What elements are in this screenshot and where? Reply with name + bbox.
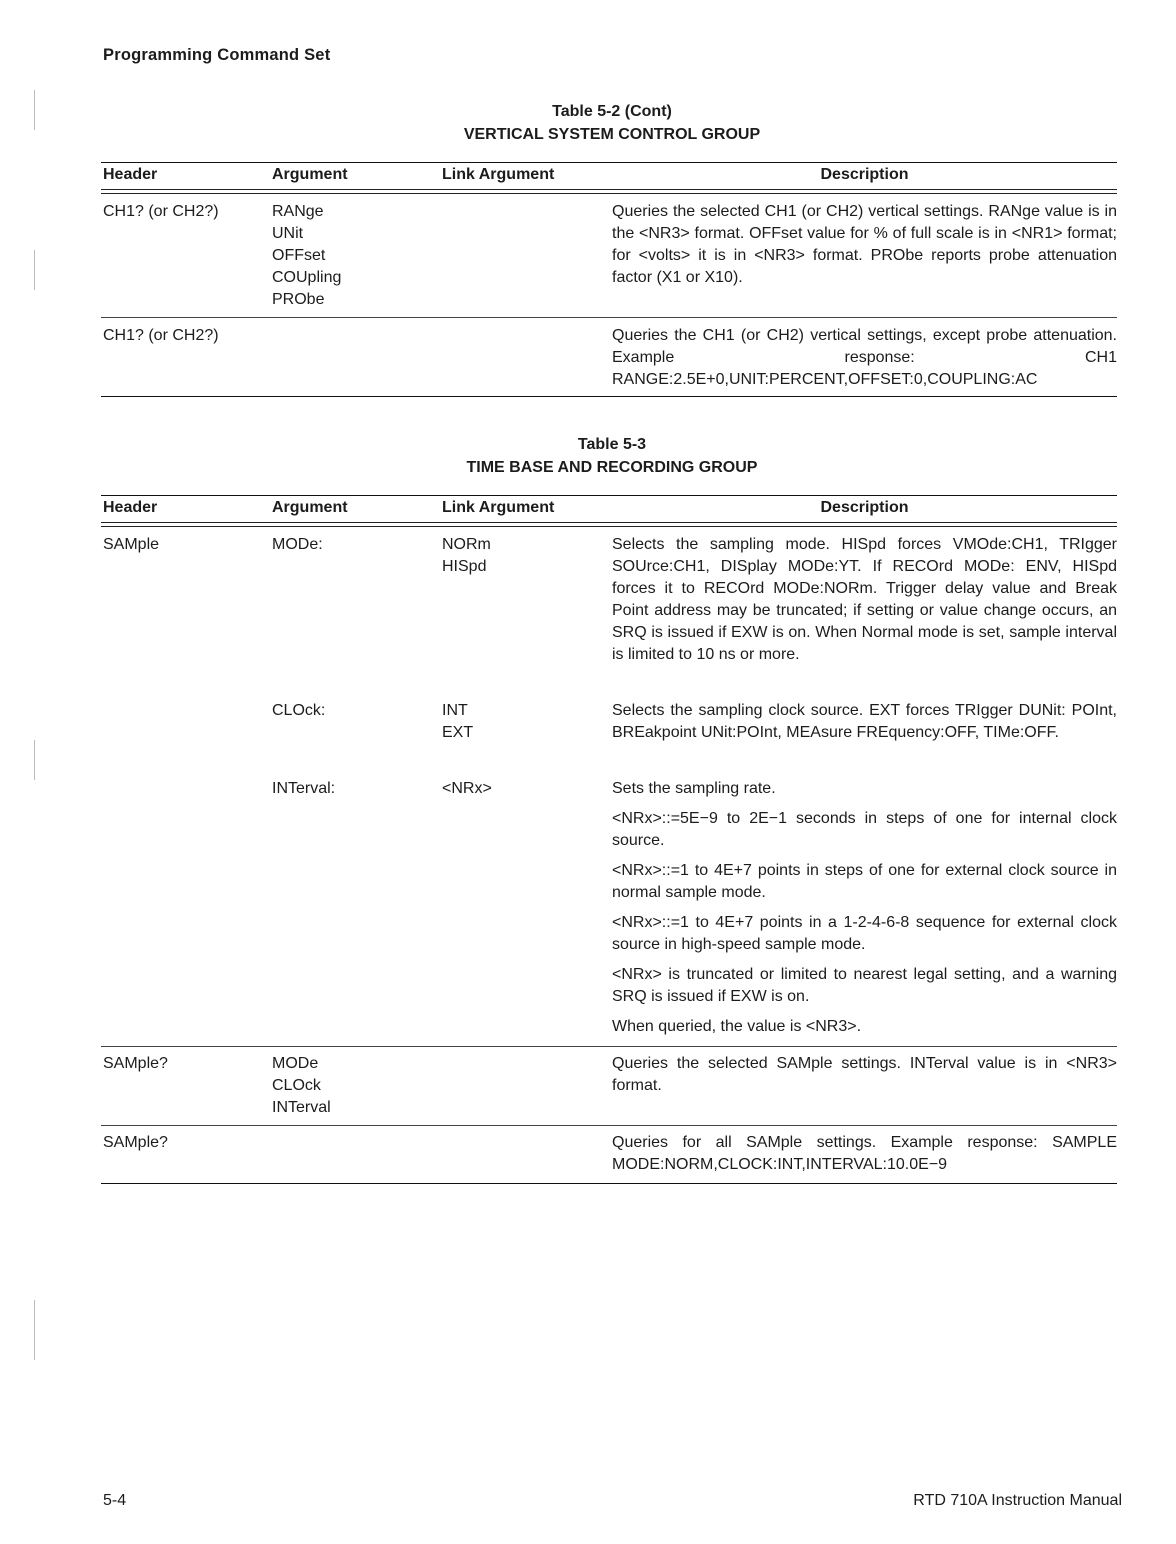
interval-paragraph: When queried, the value is <NR3>. — [612, 1018, 862, 1035]
table2-caption — [0, 433, 1176, 479]
argument-item: PRObe — [272, 291, 325, 308]
argument-item: UNit — [272, 225, 304, 242]
link-argument-item: EXT — [442, 724, 474, 741]
table1-row1-header: CH1? (or CH2?) — [103, 203, 219, 220]
table2-query-description: Queries the selected SAMple settings. INTerval value is in <NR3> format. — [612, 1055, 1117, 1094]
table1-bottom-rule — [101, 396, 1117, 397]
table2-col-argument: Argument — [272, 499, 348, 516]
table2-query-header: SAMple? — [103, 1055, 168, 1072]
table1-row2-description: Queries the CH1 (or CH2) vertical settings, except probe attenuation. Example response: CH1 RANGE:2.5E+0,UNIT:PERCENT,OFFSET:0,COUPLING:AC — [612, 327, 1117, 388]
table1-col-description: Description — [820, 166, 909, 183]
argument-item: CLOck — [272, 1077, 321, 1094]
interval-paragraph: <NRx>::=1 to 4E+7 points in steps of one for external clock source in normal sample mode. — [612, 862, 1117, 901]
table1-header-rule — [101, 189, 1117, 190]
table1-row2-header: CH1? (or CH2?) — [103, 327, 219, 344]
scan-mark — [34, 250, 35, 290]
table2-bottom-rule — [101, 1183, 1117, 1184]
table2-header-rule-2 — [101, 526, 1117, 527]
table2-query-all-description: Queries for all SAMple settings. Example response: SAMPLE MODE:NORM,CLOCK:INT,INTERVAL:10.0E−9 — [612, 1134, 1117, 1173]
table1-row1-description: Queries the selected CH1 (or CH2) vertical settings. RANge value is in the <NR3> format. OFFset value for % of full scale is in <NR1> format; for <volts> it is in <NR3> format. PRObe reports probe attenuation factor (X1 or X10). — [612, 203, 1117, 286]
table2-caption-title: TIME BASE AND RECORDING GROUP — [466, 459, 758, 476]
table2-interval-link: <NRx> — [442, 780, 492, 797]
argument-item: MODe — [272, 1055, 319, 1072]
table2-caption-number: Table 5-3 — [577, 436, 647, 453]
table2-row-rule — [101, 1125, 1117, 1126]
link-argument-item: NORm — [442, 536, 491, 553]
interval-paragraph: Sets the sampling rate. — [612, 780, 776, 797]
table2-sample-header: SAMple — [103, 536, 160, 553]
table1-col-argument: Argument — [272, 166, 348, 183]
table2-col-header: Header — [103, 499, 158, 516]
table2 — [101, 495, 1117, 1195]
interval-paragraph: <NRx>::=1 to 4E+7 points in a 1-2-4-6-8 sequence for external clock source in high-speed sample mode. — [612, 914, 1117, 953]
table2-clock-description: Selects the sampling clock source. EXT forces TRIgger DUNit: POInt, BREakpoint UNit:POInt, MEAsure FREquency:OFF, TIMe:OFF. — [612, 702, 1117, 741]
table2-mode-links — [442, 534, 491, 578]
table2-clock-links — [442, 700, 473, 744]
table2-col-description: Description — [820, 499, 909, 516]
table1-col-header: Header — [103, 166, 158, 183]
manual-title: RTD 710A Instruction Manual — [913, 1492, 1122, 1509]
table1 — [101, 162, 1117, 402]
table1-row-rule — [101, 317, 1117, 318]
table1-col-link-argument: Link Argument — [442, 166, 555, 183]
argument-item: OFFset — [272, 247, 326, 264]
table2-query-all-header: SAMple? — [103, 1134, 168, 1151]
table2-header-rule — [101, 522, 1117, 523]
scan-mark — [34, 90, 35, 130]
link-argument-item: HISpd — [442, 558, 487, 575]
argument-item: COUpling — [272, 269, 342, 286]
argument-item: INTerval — [272, 1099, 331, 1116]
interval-paragraph: <NRx> is truncated or limited to nearest legal setting, and a warning SRQ is issued if EXW is on. — [612, 966, 1117, 1005]
table2-interval-argument: INTerval: — [272, 780, 336, 797]
table2-mode-description: Selects the sampling mode. HISpd forces VMOde:CH1, TRIgger SOUrce:CH1, DISplay MODe:YT. If RECOrd MODe: ENV, HISpd forces it to RECOrd MODe:NORm. Trigger delay value and Break Point address may be truncated; if setting or value change occurs, an SRQ is issued if EXW is on. When Normal mode is set, sample interval is limited to 10 ns or more. — [612, 536, 1117, 663]
scan-mark — [34, 740, 35, 780]
table2-interval-description — [612, 778, 1117, 1046]
interval-paragraph: <NRx>::=5E−9 to 2E−1 seconds in steps of one for internal clock source. — [612, 810, 1117, 849]
table1-header-rule-2 — [101, 193, 1117, 194]
table1-caption-number: Table 5-2 (Cont) — [552, 103, 672, 120]
link-argument-item: INT — [442, 702, 468, 719]
table2-top-rule — [101, 495, 1117, 496]
table1-row1-arguments — [272, 201, 341, 311]
table2-query-arguments — [272, 1053, 331, 1119]
table2-row-rule — [101, 1046, 1117, 1047]
table2-col-link-argument: Link Argument — [442, 499, 555, 516]
table2-mode-argument: MODe: — [272, 536, 323, 553]
table1-top-rule — [101, 162, 1117, 163]
table1-caption-title: VERTICAL SYSTEM CONTROL GROUP — [463, 126, 761, 143]
page-number: 5-4 — [103, 1492, 127, 1509]
table2-clock-argument: CLOck: — [272, 702, 326, 719]
table1-caption — [0, 100, 1176, 146]
page-header: Programming Command Set — [103, 46, 331, 64]
argument-item: RANge — [272, 203, 324, 220]
scan-mark — [34, 1300, 35, 1360]
